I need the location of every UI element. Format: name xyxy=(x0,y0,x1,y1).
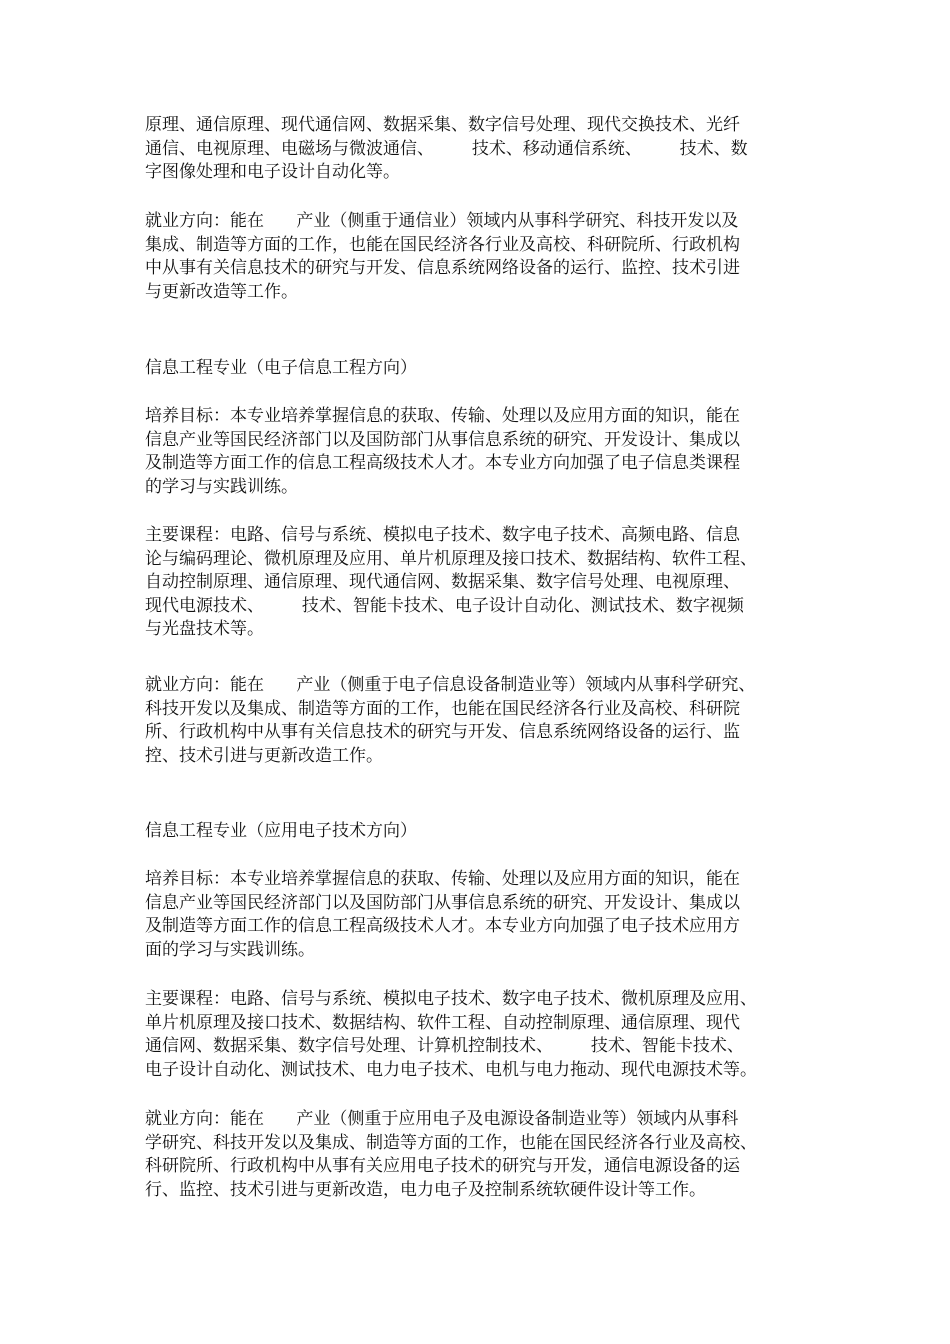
ae-goal-paragraph xyxy=(145,868,815,962)
text-line: 信息产业等国民经济部门以及国防部门从事信息系统的研究、开发设计、集成以 xyxy=(145,892,740,913)
text-line: 主要课程：电路、信号与系统、模拟电子技术、数字电子技术、高频电路、信息 xyxy=(145,525,740,545)
text-line: 就业方向：能在 产业（侧重于通信业）领域内从事科学研究、科技开发以及 xyxy=(145,211,739,231)
ee-employment-paragraph xyxy=(145,674,815,768)
text-line: 通信网、数据采集、数字信号处理、计算机控制技术、 技术、智能卡技术、 xyxy=(145,1036,744,1057)
text-line: 与光盘技术等。 xyxy=(145,619,264,640)
section-heading-ee: 信息工程专业（电子信息工程方向） xyxy=(145,358,417,378)
text-line: 电子设计自动化、测试技术、电力电子技术、电机与电力拖动、现代电源技术等。 xyxy=(145,1059,757,1080)
text-line: 原理、通信原理、现代通信网、数据采集、数字信号处理、现代交换技术、光纤 xyxy=(145,115,740,135)
text-line: 培养目标：本专业培养掌握信息的获取、传输、处理以及应用方面的知识，能在 xyxy=(145,406,740,426)
text-line: 单片机原理及接口技术、数据结构、软件工程、自动控制原理、通信原理、现代 xyxy=(145,1012,740,1033)
section-heading-ae: 信息工程专业（应用电子技术方向） xyxy=(145,821,417,841)
text-line: 的学习与实践训练。 xyxy=(145,476,298,497)
text-line: 就业方向：能在 产业（侧重于电子信息设备制造业等）领域内从事科学研究、 xyxy=(145,675,756,695)
intro-courses-paragraph xyxy=(145,114,815,185)
text-line: 控、技术引进与更新改造工作。 xyxy=(145,745,383,766)
text-line: 科技开发以及集成、制造等方面的工作，也能在国民经济各行业及高校、科研院 xyxy=(145,698,740,719)
text-line: 学研究、科技开发以及集成、制造等方面的工作，也能在国民经济各行业及高校、 xyxy=(145,1132,757,1153)
text-line: 通信、电视原理、电磁场与微波通信、 技术、移动通信系统、 技术、数 xyxy=(145,138,748,159)
text-line: 就业方向：能在 产业（侧重于应用电子及电源设备制造业等）领域内从事科 xyxy=(145,1109,739,1129)
text-line: 所、行政机构中从事有关信息技术的研究与开发、信息系统网络设备的运行、监 xyxy=(145,722,740,743)
text-line: 信息产业等国民经济部门以及国防部门从事信息系统的研究、开发设计、集成以 xyxy=(145,429,740,450)
text-line: 与更新改造等工作。 xyxy=(145,281,298,302)
text-line: 行、监控、技术引进与更新改造，电力电子及控制系统软硬件设计等工作。 xyxy=(145,1179,706,1200)
text-line: 字图像处理和电子设计自动化等。 xyxy=(145,162,400,183)
ae-employment-paragraph xyxy=(145,1108,815,1202)
text-line: 及制造等方面工作的信息工程高级技术人才。本专业方向加强了电子技术应用方 xyxy=(145,916,740,937)
text-line: 自动控制原理、通信原理、现代通信网、数据采集、数字信号处理、电视原理、 xyxy=(145,572,740,593)
text-line: 主要课程：电路、信号与系统、模拟电子技术、数字电子技术、微机原理及应用、 xyxy=(145,989,757,1009)
text-line: 现代电源技术、 技术、智能卡技术、电子设计自动化、测试技术、数字视频 xyxy=(145,595,744,616)
ae-courses-paragraph xyxy=(145,988,815,1082)
text-line: 及制造等方面工作的信息工程高级技术人才。本专业方向加强了电子信息类课程 xyxy=(145,453,740,474)
intro-employment-paragraph xyxy=(145,210,815,304)
text-line: 面的学习与实践训练。 xyxy=(145,939,315,960)
ee-goal-paragraph xyxy=(145,405,815,499)
text-line: 科研院所、行政机构中从事有关应用电子技术的研究与开发，通信电源设备的运 xyxy=(145,1156,740,1177)
text-line: 中从事有关信息技术的研究与开发、信息系统网络设备的运行、监控、技术引进 xyxy=(145,258,740,279)
text-line: 培养目标：本专业培养掌握信息的获取、传输、处理以及应用方面的知识，能在 xyxy=(145,869,740,889)
text-line: 论与编码理论、微机原理及应用、单片机原理及接口技术、数据结构、软件工程、 xyxy=(145,548,757,569)
text-line: 集成、制造等方面的工作，也能在国民经济各行业及高校、科研院所、行政机构 xyxy=(145,234,740,255)
ee-courses-paragraph xyxy=(145,524,815,642)
